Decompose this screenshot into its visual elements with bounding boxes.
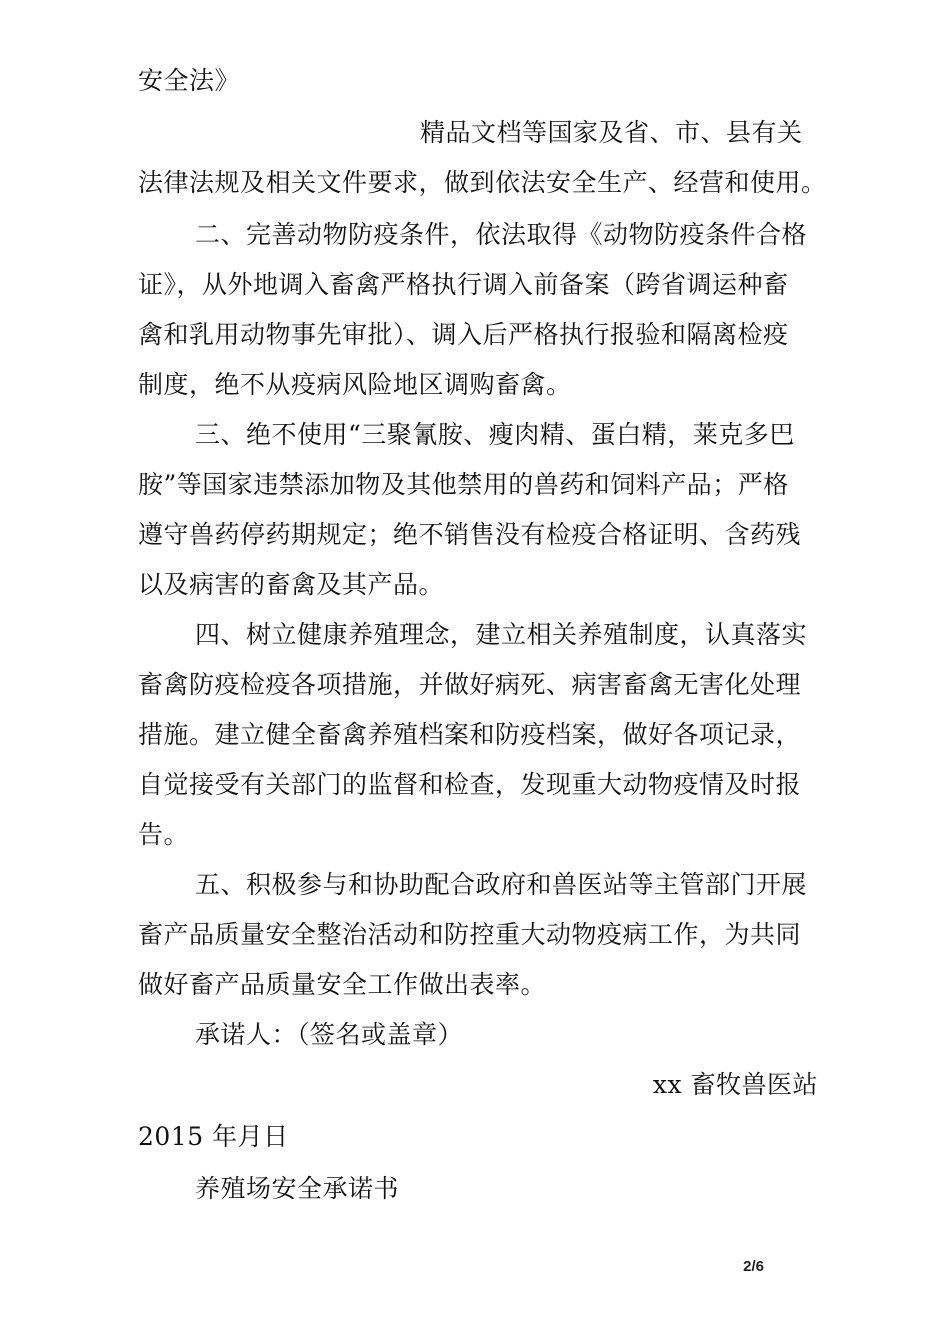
text-line: 安全法》 bbox=[138, 66, 241, 95]
paragraph-start-line: 三、绝不使用“三聚氰胺、瘦肉精、蛋白精，莱克多巴 bbox=[195, 420, 795, 449]
paragraph-start-line: 五、积极参与和协助配合政府和兽医站等主管部门开展 bbox=[195, 870, 808, 899]
paragraph-start-line: 四、树立健康养殖理念，建立相关养殖制度，认真落实 bbox=[195, 620, 808, 649]
text-line: 自觉接受有关部门的监督和检查，发现重大动物疫情及时报 bbox=[138, 770, 802, 799]
next-section-title: 养殖场安全承诺书 bbox=[195, 1174, 400, 1203]
date-line: 2015 年月日 bbox=[138, 1122, 289, 1151]
text-line: 法律法规及相关文件要求，做到依法安全生产、经营和使用。 bbox=[138, 168, 827, 197]
text-line: 措施。建立健全畜禽养殖档案和防疫档案，做好各项记录， bbox=[138, 720, 802, 749]
text-line: 畜禽防疫检疫各项措施，并做好病死、病害畜禽无害化处理 bbox=[138, 670, 802, 699]
page-number: 2/6 bbox=[743, 1258, 764, 1275]
text-line: 胺”等国家违禁添加物及其他禁用的兽药和饲料产品；严格 bbox=[138, 470, 789, 499]
text-line: 精品文档等国家及省、市、县有关 bbox=[420, 118, 803, 147]
text-line: 禽和乳用动物事先审批）、调入后严格执行报验和隔离检疫 bbox=[138, 320, 789, 349]
signatory-line: 承诺人：（签名或盖章） bbox=[195, 1020, 464, 1049]
text-line: 以及病害的畜禽及其产品。 bbox=[138, 570, 445, 599]
text-line: 制度，绝不从疫病风险地区调购畜禽。 bbox=[138, 370, 572, 399]
text-line: 做好畜产品质量安全工作做出表率。 bbox=[138, 970, 547, 999]
text-line: 畜产品质量安全整治活动和防控重大动物疫病工作，为共同 bbox=[138, 920, 802, 949]
text-line: 遵守兽药停药期规定；绝不销售没有检疫合格证明、含药残 bbox=[138, 520, 802, 549]
text-line: 证》，从外地调入畜禽严格执行调入前备案（跨省调运种畜 bbox=[138, 270, 789, 299]
paragraph-start-line: 二、完善动物防疫条件，依法取得《动物防疫条件合格 bbox=[195, 220, 808, 249]
organization-name: xx 畜牧兽医站 bbox=[652, 1070, 818, 1099]
text-line: 告。 bbox=[138, 820, 190, 849]
